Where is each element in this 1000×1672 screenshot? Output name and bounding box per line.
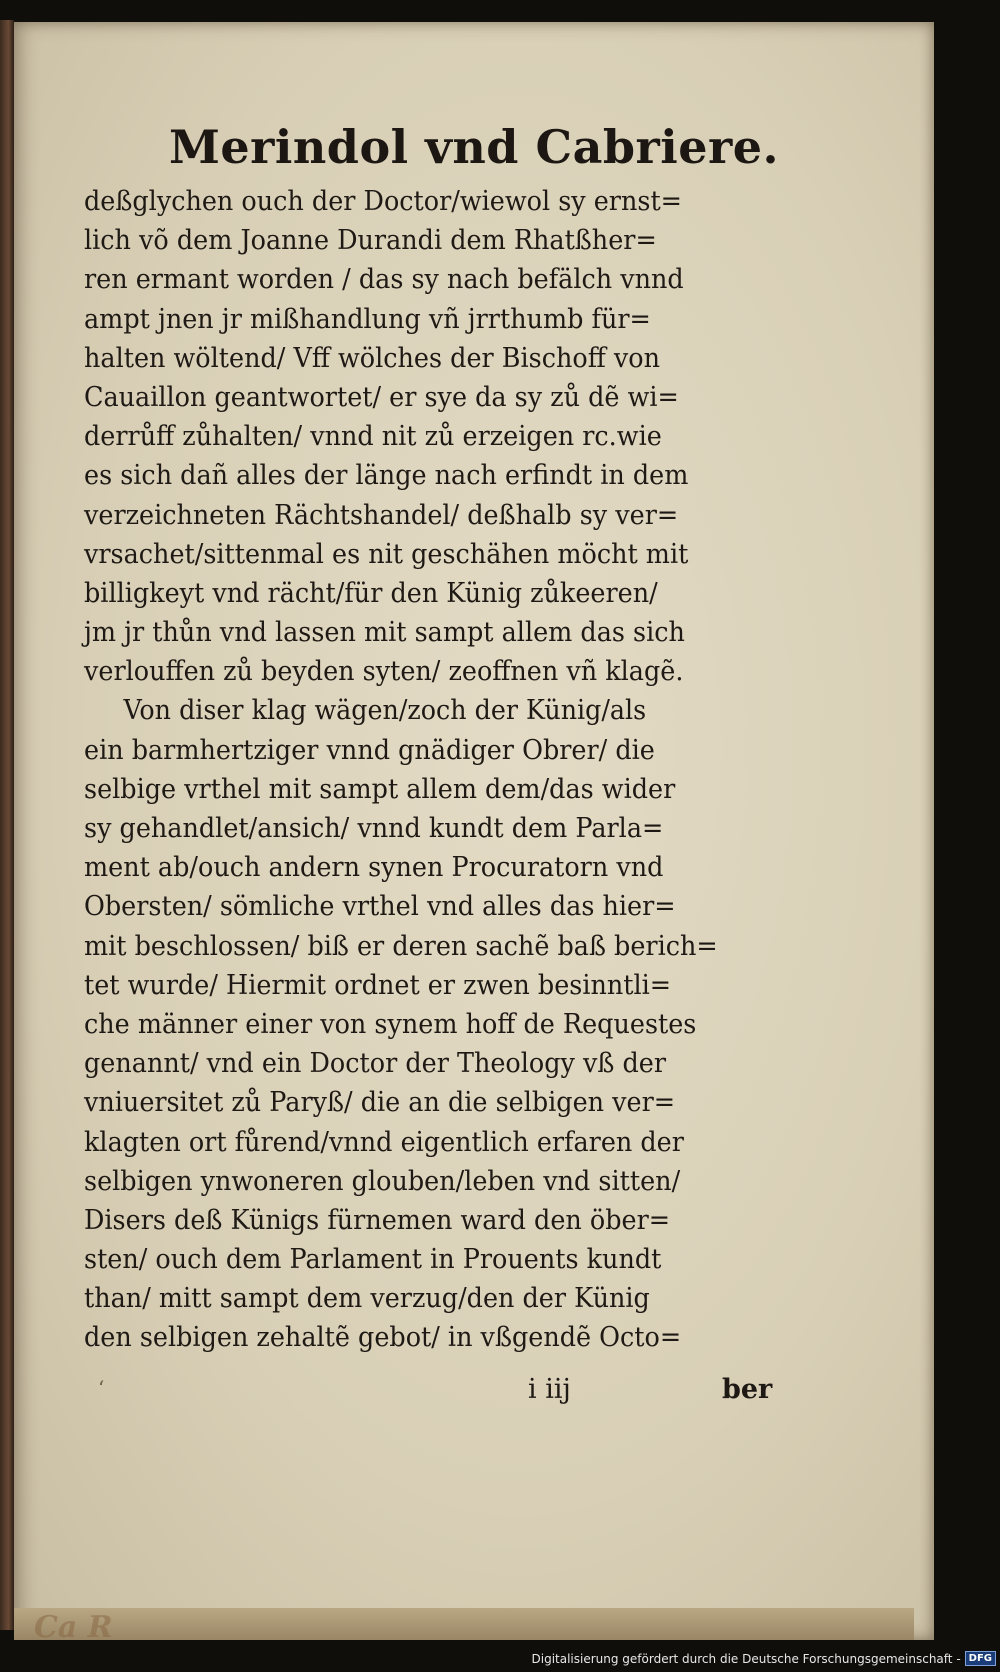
body-text	[84, 182, 784, 1358]
text-line: che männer einer von synem hoff de Requestes	[84, 1008, 697, 1040]
text-line: selbigen ynwoneren glouben/leben vnd sitten/	[84, 1165, 681, 1197]
show-through-lettering: Ca R	[34, 1610, 113, 1645]
text-line: ment ab/ouch andern synen Procuratorn vnd	[84, 852, 664, 884]
text-line: derrůff zůhalten/ vnnd nit zů erzeigen rc.wie	[84, 421, 662, 453]
text-line: Obersten/ sömliche vrthel vnd alles das hier=	[84, 891, 676, 923]
text-line: Cauaillon geantwortet/ er sye da sy zů dẽ wi=	[84, 381, 679, 413]
text-line: sten/ ouch dem Parlament in Prouents kundt	[84, 1244, 662, 1276]
text-line: billigkeyt vnd rächt/für den Künig zůkeeren/	[84, 577, 658, 609]
digitization-credit	[532, 1651, 997, 1666]
text-line: klagten ort fůrend/vnnd eigentlich erfaren der	[84, 1126, 684, 1158]
dfg-logo: DFG	[965, 1651, 996, 1666]
signature-mark: i iij	[528, 1374, 571, 1405]
text-line: verzeichneten Rächtshandel/ deßhalb sy ver=	[84, 499, 679, 531]
text-line: jm jr thůn vnd lassen mit sampt allem das sich	[84, 617, 685, 649]
book-spine-edge	[0, 20, 14, 1630]
catchword: ber	[722, 1374, 773, 1405]
text-line: vniuersitet zů Paryß/ die an die selbigen ver=	[84, 1087, 676, 1119]
text-line: Von diser klag wägen/zoch der Künig/als	[123, 695, 647, 727]
page-footer	[84, 1374, 784, 1414]
text-line: lich võ dem Joanne Durandi dem Rhatßher=	[84, 225, 657, 257]
text-line: tet wurde/ Hiermit ordnet er zwen besinntli=	[84, 969, 672, 1001]
text-line: den selbigen zehaltẽ gebot/ in vßgendẽ Octo=	[84, 1322, 682, 1354]
text-line: deßglychen ouch der Doctor/wiewol sy ernst=	[84, 186, 683, 217]
text-line: selbige vrthel mit sampt allem dem/das wider	[84, 773, 676, 805]
text-line: ampt jnen jr mißhandlung vñ jrrthumb für=	[84, 303, 651, 335]
credit-text: Digitalisierung gefördert durch die Deutsche Forschungsgemeinschaft -	[531, 1651, 961, 1666]
text-line: mit beschlossen/ biß er deren sachẽ baß berich=	[84, 930, 718, 962]
text-line: Disers deß Künigs fürnemen ward den öber=	[84, 1204, 671, 1236]
running-head: Merindol vnd Cabriere.	[168, 120, 780, 174]
text-line: verlouffen zů beyden syten/ zeoffnen vñ klagẽ.	[84, 656, 684, 688]
text-line: ren ermant worden / das sy nach befälch vnnd	[84, 264, 684, 296]
text-line: halten wöltend/ Vff wölches der Bischoff von	[84, 342, 660, 374]
text-line: ein barmhertziger vnnd gnädiger Obrer/ die	[84, 734, 655, 766]
text-line: sy gehandlet/ansich/ vnnd kundt dem Parla=	[84, 813, 664, 844]
text-line: genannt/ vnd ein Doctor der Theology vß der	[84, 1048, 667, 1080]
text-line: vrsachet/sittenmal es nit geschähen möcht mit	[84, 538, 689, 570]
text-line: than/ mitt sampt dem verzug/den der Künig	[84, 1283, 650, 1315]
text-line: es sich dañ alles der länge nach erfindt in dem	[84, 460, 689, 492]
ink-mark: ‘	[98, 1376, 105, 1400]
bottom-page-edge	[14, 1608, 914, 1645]
book-page	[14, 22, 934, 1640]
